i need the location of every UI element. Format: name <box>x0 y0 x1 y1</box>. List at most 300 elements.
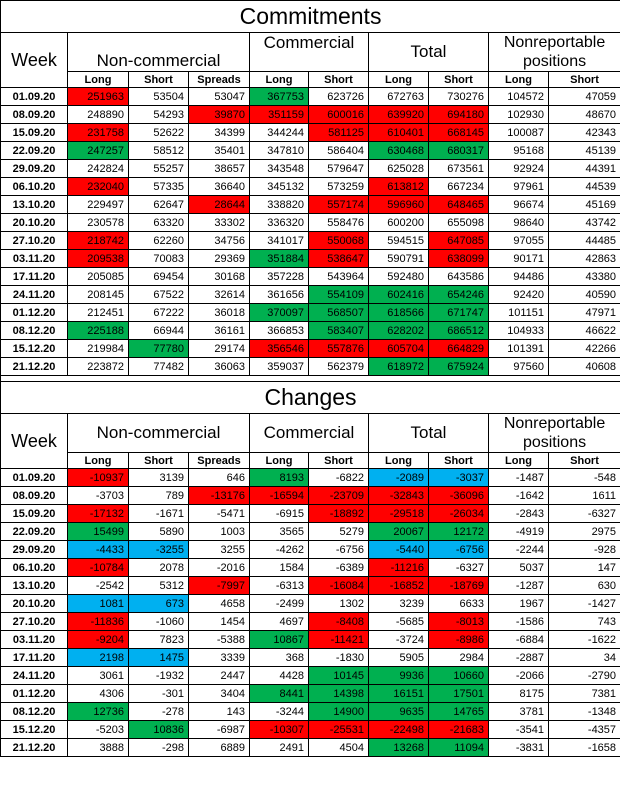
value-cell: 12736 <box>68 703 129 721</box>
value-cell: 600200 <box>369 214 429 232</box>
value-cell: 5279 <box>309 523 369 541</box>
value-cell: 14765 <box>429 703 489 721</box>
week-cell: 24.11.20 <box>1 286 68 304</box>
week-cell: 08.09.20 <box>1 106 68 124</box>
value-cell: 223872 <box>68 358 129 376</box>
commitments-title: Commitments <box>1 1 620 33</box>
value-cell: 5037 <box>489 559 549 577</box>
value-cell: 558476 <box>309 214 369 232</box>
value-cell: 16151 <box>369 685 429 703</box>
value-cell: 2984 <box>429 649 489 667</box>
table-row <box>1 469 620 487</box>
value-cell: -16852 <box>369 577 429 595</box>
value-cell: 90171 <box>489 250 549 268</box>
value-cell: -3255 <box>129 541 189 559</box>
table-row <box>1 577 620 595</box>
value-cell: 47971 <box>549 304 620 322</box>
value-cell: 3888 <box>68 739 129 757</box>
subheader-long: Long <box>68 453 129 469</box>
value-cell: 14398 <box>309 685 369 703</box>
value-cell: 100087 <box>489 124 549 142</box>
week-cell: 01.12.20 <box>1 304 68 322</box>
value-cell: 70083 <box>129 250 189 268</box>
value-cell: -9204 <box>68 631 129 649</box>
value-cell: 8193 <box>250 469 309 487</box>
value-cell: -2066 <box>489 667 549 685</box>
value-cell: 48670 <box>549 106 620 124</box>
value-cell: 218742 <box>68 232 129 250</box>
value-cell: 2078 <box>129 559 189 577</box>
value-cell: 45169 <box>549 196 620 214</box>
value-cell: 581125 <box>309 124 369 142</box>
value-cell: 9936 <box>369 667 429 685</box>
value-cell: 104933 <box>489 322 549 340</box>
value-cell: 42343 <box>549 124 620 142</box>
table-row <box>1 541 620 559</box>
value-cell: 618566 <box>369 304 429 322</box>
week-cell: 15.12.20 <box>1 721 68 739</box>
value-cell: -1658 <box>549 739 620 757</box>
value-cell: 2975 <box>549 523 620 541</box>
value-cell: -36096 <box>429 487 489 505</box>
week-cell: 22.09.20 <box>1 142 68 160</box>
value-cell: 92420 <box>489 286 549 304</box>
value-cell: 39870 <box>189 106 250 124</box>
week-header: Week <box>1 414 68 469</box>
value-cell: 232040 <box>68 178 129 196</box>
value-cell: -1060 <box>129 613 189 631</box>
value-cell: 672763 <box>369 88 429 106</box>
subheader-long: Long <box>68 72 129 88</box>
value-cell: 12172 <box>429 523 489 541</box>
value-cell: -1348 <box>549 703 620 721</box>
value-cell: 1967 <box>489 595 549 613</box>
value-cell: 63320 <box>129 214 189 232</box>
value-cell: 343548 <box>250 160 309 178</box>
value-cell: 34399 <box>189 124 250 142</box>
week-cell: 15.09.20 <box>1 124 68 142</box>
value-cell: -2499 <box>250 595 309 613</box>
value-cell: 366853 <box>250 322 309 340</box>
table-row <box>1 631 620 649</box>
value-cell: 229497 <box>68 196 129 214</box>
week-cell: 17.11.20 <box>1 649 68 667</box>
value-cell: 42863 <box>549 250 620 268</box>
value-cell: -278 <box>129 703 189 721</box>
value-cell: 57335 <box>129 178 189 196</box>
value-cell: 212451 <box>68 304 129 322</box>
value-cell: 5890 <box>129 523 189 541</box>
value-cell: 3339 <box>189 649 250 667</box>
value-cell: -1586 <box>489 613 549 631</box>
value-cell: 58512 <box>129 142 189 160</box>
value-cell: 97560 <box>489 358 549 376</box>
value-cell: -2016 <box>189 559 250 577</box>
value-cell: -11216 <box>369 559 429 577</box>
value-cell: 7823 <box>129 631 189 649</box>
value-cell: 368 <box>250 649 309 667</box>
subheader-short: Short <box>549 453 620 469</box>
week-cell: 01.12.20 <box>1 685 68 703</box>
value-cell: 594515 <box>369 232 429 250</box>
value-cell: -3703 <box>68 487 129 505</box>
value-cell: 35401 <box>189 142 250 160</box>
value-cell: -10307 <box>250 721 309 739</box>
value-cell: -3724 <box>369 631 429 649</box>
value-cell: 3781 <box>489 703 549 721</box>
value-cell: 4658 <box>189 595 250 613</box>
value-cell: 613812 <box>369 178 429 196</box>
value-cell: 789 <box>129 487 189 505</box>
value-cell: 543964 <box>309 268 369 286</box>
value-cell: -301 <box>129 685 189 703</box>
table-row <box>1 505 620 523</box>
week-cell: 01.09.20 <box>1 88 68 106</box>
week-cell: 20.10.20 <box>1 595 68 613</box>
value-cell: 646 <box>189 469 250 487</box>
value-cell: 3404 <box>189 685 250 703</box>
value-cell: 10660 <box>429 667 489 685</box>
value-cell: 3239 <box>369 595 429 613</box>
value-cell: -3037 <box>429 469 489 487</box>
value-cell: 338820 <box>250 196 309 214</box>
value-cell: 33302 <box>189 214 250 232</box>
value-cell: 104572 <box>489 88 549 106</box>
value-cell: 34 <box>549 649 620 667</box>
value-cell: 5905 <box>369 649 429 667</box>
value-cell: 592480 <box>369 268 429 286</box>
week-cell: 21.12.20 <box>1 739 68 757</box>
value-cell: 247257 <box>68 142 129 160</box>
value-cell: 38657 <box>189 160 250 178</box>
value-cell: -6313 <box>250 577 309 595</box>
value-cell: -11421 <box>309 631 369 649</box>
value-cell: 43380 <box>549 268 620 286</box>
value-cell: -10937 <box>68 469 129 487</box>
value-cell: 205085 <box>68 268 129 286</box>
table-row <box>1 178 620 196</box>
week-cell: 21.12.20 <box>1 358 68 376</box>
noncommercial-header: Non-commercial <box>68 414 250 453</box>
value-cell: 208145 <box>68 286 129 304</box>
value-cell: 8441 <box>250 685 309 703</box>
table-row <box>1 142 620 160</box>
value-cell: 3139 <box>129 469 189 487</box>
value-cell: 32614 <box>189 286 250 304</box>
value-cell: -1642 <box>489 487 549 505</box>
value-cell: 1475 <box>129 649 189 667</box>
table-row <box>1 268 620 286</box>
value-cell: 1302 <box>309 595 369 613</box>
value-cell: 40608 <box>549 358 620 376</box>
value-cell: -1622 <box>549 631 620 649</box>
week-cell: 29.09.20 <box>1 541 68 559</box>
table-row <box>1 160 620 178</box>
value-cell: 13268 <box>369 739 429 757</box>
value-cell: 43742 <box>549 214 620 232</box>
value-cell: 694180 <box>429 106 489 124</box>
value-cell: -22498 <box>369 721 429 739</box>
value-cell: 673561 <box>429 160 489 178</box>
value-cell: -7997 <box>189 577 250 595</box>
value-cell: 673 <box>129 595 189 613</box>
value-cell: -5471 <box>189 505 250 523</box>
value-cell: 1454 <box>189 613 250 631</box>
value-cell: 583407 <box>309 322 369 340</box>
value-cell: -5388 <box>189 631 250 649</box>
value-cell: -1830 <box>309 649 369 667</box>
value-cell: 557876 <box>309 340 369 358</box>
value-cell: 36018 <box>189 304 250 322</box>
value-cell: 590791 <box>369 250 429 268</box>
value-cell: 92924 <box>489 160 549 178</box>
value-cell: -4357 <box>549 721 620 739</box>
value-cell: 10836 <box>129 721 189 739</box>
value-cell: -21683 <box>429 721 489 739</box>
value-cell: 630468 <box>369 142 429 160</box>
value-cell: 618972 <box>369 358 429 376</box>
value-cell: 743 <box>549 613 620 631</box>
value-cell: 344244 <box>250 124 309 142</box>
value-cell: 605704 <box>369 340 429 358</box>
table-row <box>1 685 620 703</box>
subheader-short: Short <box>129 453 189 469</box>
value-cell: -4919 <box>489 523 549 541</box>
week-cell: 24.11.20 <box>1 667 68 685</box>
value-cell: 586404 <box>309 142 369 160</box>
value-cell: 671747 <box>429 304 489 322</box>
value-cell: 10867 <box>250 631 309 649</box>
table-row <box>1 703 620 721</box>
value-cell: -6756 <box>429 541 489 559</box>
table-row <box>1 106 620 124</box>
value-cell: 3565 <box>250 523 309 541</box>
value-cell: 14900 <box>309 703 369 721</box>
value-cell: 9635 <box>369 703 429 721</box>
value-cell: 17501 <box>429 685 489 703</box>
value-cell: -23709 <box>309 487 369 505</box>
value-cell: 10145 <box>309 667 369 685</box>
value-cell: 367753 <box>250 88 309 106</box>
table-row <box>1 88 620 106</box>
subheader-short: Short <box>429 453 489 469</box>
value-cell: 351884 <box>250 250 309 268</box>
subheader-spreads: Spreads <box>189 72 250 88</box>
value-cell: 219984 <box>68 340 129 358</box>
value-cell: 53047 <box>189 88 250 106</box>
value-cell: -928 <box>549 541 620 559</box>
table-row <box>1 250 620 268</box>
value-cell: -5440 <box>369 541 429 559</box>
value-cell: -4433 <box>68 541 129 559</box>
table-row <box>1 649 620 667</box>
value-cell: -2244 <box>489 541 549 559</box>
value-cell: 77482 <box>129 358 189 376</box>
value-cell: -2790 <box>549 667 620 685</box>
subheader-long: Long <box>250 453 309 469</box>
value-cell: 4504 <box>309 739 369 757</box>
value-cell: 1081 <box>68 595 129 613</box>
value-cell: 579647 <box>309 160 369 178</box>
value-cell: 242824 <box>68 160 129 178</box>
value-cell: -10784 <box>68 559 129 577</box>
value-cell: 4428 <box>250 667 309 685</box>
value-cell: 568507 <box>309 304 369 322</box>
value-cell: 28644 <box>189 196 250 214</box>
value-cell: 54293 <box>129 106 189 124</box>
value-cell: 675924 <box>429 358 489 376</box>
value-cell: 42266 <box>549 340 620 358</box>
value-cell: 361656 <box>250 286 309 304</box>
value-cell: -8408 <box>309 613 369 631</box>
table-row <box>1 487 620 505</box>
value-cell: -11836 <box>68 613 129 631</box>
value-cell: 341017 <box>250 232 309 250</box>
value-cell: -1487 <box>489 469 549 487</box>
value-cell: 2447 <box>189 667 250 685</box>
table-row <box>1 559 620 577</box>
value-cell: 2198 <box>68 649 129 667</box>
value-cell: 5312 <box>129 577 189 595</box>
week-cell: 08.12.20 <box>1 322 68 340</box>
value-cell: -29518 <box>369 505 429 523</box>
table-row <box>1 286 620 304</box>
nonreportable-header: Nonreportable positions <box>489 414 620 453</box>
value-cell: 6633 <box>429 595 489 613</box>
value-cell: 67222 <box>129 304 189 322</box>
week-cell: 15.12.20 <box>1 340 68 358</box>
value-cell: 29369 <box>189 250 250 268</box>
value-cell: -26034 <box>429 505 489 523</box>
value-cell: -8013 <box>429 613 489 631</box>
value-cell: -6756 <box>309 541 369 559</box>
subheader-long: Long <box>489 453 549 469</box>
value-cell: 143 <box>189 703 250 721</box>
value-cell: -8986 <box>429 631 489 649</box>
table-row <box>1 214 620 232</box>
total-header: Total <box>369 33 489 72</box>
value-cell: 3061 <box>68 667 129 685</box>
value-cell: -2887 <box>489 649 549 667</box>
value-cell: 730276 <box>429 88 489 106</box>
value-cell: 55257 <box>129 160 189 178</box>
subheader-short: Short <box>549 72 620 88</box>
value-cell: 40590 <box>549 286 620 304</box>
week-cell: 22.09.20 <box>1 523 68 541</box>
week-cell: 29.09.20 <box>1 160 68 178</box>
value-cell: -548 <box>549 469 620 487</box>
value-cell: -2843 <box>489 505 549 523</box>
value-cell: 1611 <box>549 487 620 505</box>
value-cell: 67522 <box>129 286 189 304</box>
value-cell: 29174 <box>189 340 250 358</box>
table-row <box>1 667 620 685</box>
value-cell: 94486 <box>489 268 549 286</box>
value-cell: 638099 <box>429 250 489 268</box>
week-cell: 01.09.20 <box>1 469 68 487</box>
value-cell: 251963 <box>68 88 129 106</box>
week-cell: 06.10.20 <box>1 178 68 196</box>
value-cell: 1003 <box>189 523 250 541</box>
value-cell: 667234 <box>429 178 489 196</box>
value-cell: 655098 <box>429 214 489 232</box>
value-cell: 664829 <box>429 340 489 358</box>
value-cell: 46622 <box>549 322 620 340</box>
value-cell: 610401 <box>369 124 429 142</box>
value-cell: -18892 <box>309 505 369 523</box>
value-cell: -1932 <box>129 667 189 685</box>
value-cell: 3255 <box>189 541 250 559</box>
value-cell: 102930 <box>489 106 549 124</box>
value-cell: 8175 <box>489 685 549 703</box>
value-cell: 44539 <box>549 178 620 196</box>
value-cell: -5203 <box>68 721 129 739</box>
value-cell: 147 <box>549 559 620 577</box>
table-row <box>1 613 620 631</box>
value-cell: 370097 <box>250 304 309 322</box>
week-cell: 03.11.20 <box>1 250 68 268</box>
value-cell: 557174 <box>309 196 369 214</box>
table-row <box>1 340 620 358</box>
value-cell: -32843 <box>369 487 429 505</box>
value-cell: 66944 <box>129 322 189 340</box>
value-cell: 623726 <box>309 88 369 106</box>
subheader-spreads: Spreads <box>189 453 250 469</box>
value-cell: 356546 <box>250 340 309 358</box>
value-cell: 550068 <box>309 232 369 250</box>
value-cell: 45139 <box>549 142 620 160</box>
table-row <box>1 595 620 613</box>
value-cell: -5685 <box>369 613 429 631</box>
value-cell: 562379 <box>309 358 369 376</box>
value-cell: 69454 <box>129 268 189 286</box>
subheader-short: Short <box>429 72 489 88</box>
value-cell: 30168 <box>189 268 250 286</box>
value-cell: 554109 <box>309 286 369 304</box>
value-cell: 600016 <box>309 106 369 124</box>
value-cell: -4262 <box>250 541 309 559</box>
value-cell: -6327 <box>549 505 620 523</box>
value-cell: 6889 <box>189 739 250 757</box>
week-cell: 15.09.20 <box>1 505 68 523</box>
value-cell: 625028 <box>369 160 429 178</box>
value-cell: 686512 <box>429 322 489 340</box>
week-cell: 27.10.20 <box>1 232 68 250</box>
value-cell: 15499 <box>68 523 129 541</box>
value-cell: 52622 <box>129 124 189 142</box>
value-cell: 639920 <box>369 106 429 124</box>
value-cell: -3541 <box>489 721 549 739</box>
table-row <box>1 739 620 757</box>
value-cell: 628202 <box>369 322 429 340</box>
week-cell: 27.10.20 <box>1 613 68 631</box>
changes-rows <box>1 469 620 757</box>
noncommercial-header: Non-commercial <box>68 33 250 72</box>
value-cell: 77780 <box>129 340 189 358</box>
week-cell: 17.11.20 <box>1 268 68 286</box>
subheader-short: Short <box>129 72 189 88</box>
value-cell: 1584 <box>250 559 309 577</box>
subheader-short: Short <box>309 72 369 88</box>
value-cell: -2542 <box>68 577 129 595</box>
value-cell: -13176 <box>189 487 250 505</box>
value-cell: 538647 <box>309 250 369 268</box>
value-cell: 11094 <box>429 739 489 757</box>
value-cell: 98640 <box>489 214 549 232</box>
value-cell: 4697 <box>250 613 309 631</box>
value-cell: 36063 <box>189 358 250 376</box>
value-cell: 602416 <box>369 286 429 304</box>
